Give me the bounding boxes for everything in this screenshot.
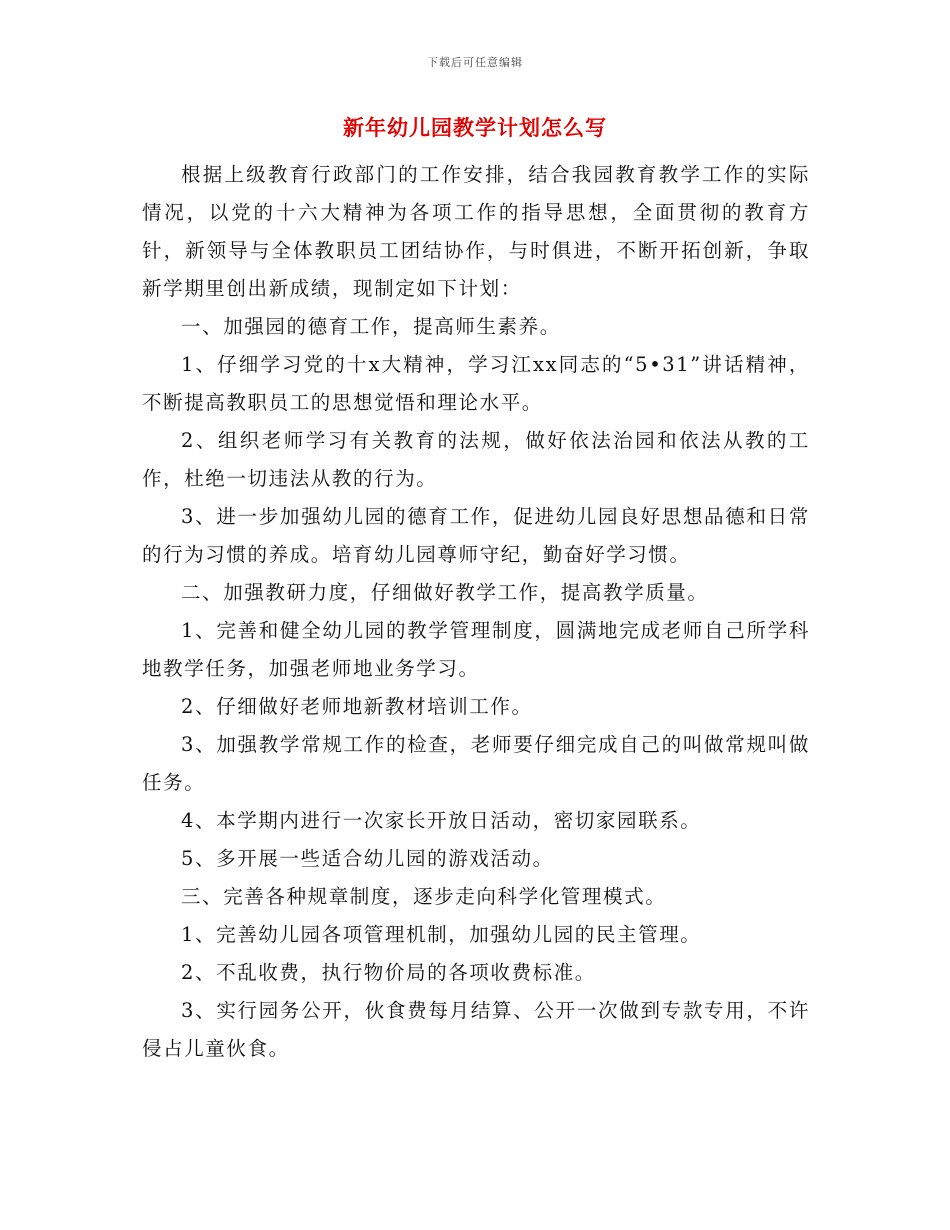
paragraph-section-3-heading: 三、完善各种规章制度，逐步走向科学化管理模式。 bbox=[181, 885, 667, 908]
document-body bbox=[142, 156, 810, 1068]
paragraph-section-2-item-4: 4、本学期内进行一次家长开放日活动，密切家园联系。 bbox=[181, 809, 702, 832]
paragraph-section-1-item-1: 1、仔细学习党的十x大精神，学习江xx同志的“5•31”讲话精神，不断提高教职员工的思想觉悟和理论水平。 bbox=[142, 353, 810, 414]
paragraph-section-2-item-5: 5、多开展一些适合幼儿园的游戏活动。 bbox=[181, 847, 554, 870]
paragraph-section-1-item-3: 3、进一步加强幼儿园的德育工作，促进幼儿园良好思想品德和日常的行为习惯的养成。培育幼儿园尊师守纪，勤奋好学习惯。 bbox=[142, 505, 810, 566]
paragraph-section-3-item-3: 3、实行园务公开，伙食费每月结算、公开一次做到专款专用，不许侵占儿童伙食。 bbox=[142, 999, 810, 1060]
paragraph-section-2-item-3: 3、加强教学常规工作的检查，老师要仔细完成自己的叫做常规叫做任务。 bbox=[142, 733, 810, 794]
header-note: 下载后可任意编辑 bbox=[427, 56, 523, 69]
paragraph-section-2-item-2: 2、仔细做好老师地新教材培训工作。 bbox=[181, 695, 533, 718]
paragraph-section-1-heading: 一、加强园的德育工作，提高师生素养。 bbox=[181, 315, 561, 338]
paragraph-section-3-item-1: 1、完善幼儿园各项管理机制，加强幼儿园的民主管理。 bbox=[181, 923, 702, 946]
paragraph-section-2-item-1: 1、完善和健全幼儿园的教学管理制度，圆满地完成老师自己所学科地教学任务，加强老师地业务学习。 bbox=[142, 619, 810, 680]
paragraph-section-2-heading: 二、加强教研力度，仔细做好教学工作，提高教学质量。 bbox=[181, 581, 709, 604]
document-title: 新年幼儿园教学计划怎么写 bbox=[343, 115, 607, 140]
paragraph-section-3-item-2: 2、不乱收费，执行物价局的各项收费标准。 bbox=[181, 961, 596, 984]
paragraph-intro: 根据上级教育行政部门的工作安排，结合我园教育教学工作的实际情况，以党的十六大精神为各项工作的指导思想，全面贯彻的教育方针，新领导与全体教职员工团结协作，与时俱进，不断开拓创新，争取新学期里创出新成绩，现制定如下计划： bbox=[142, 163, 810, 300]
paragraph-section-1-item-2: 2、组织老师学习有关教育的法规，做好依法治园和依法从教的工作，杜绝一切违法从教的行为。 bbox=[142, 429, 810, 490]
